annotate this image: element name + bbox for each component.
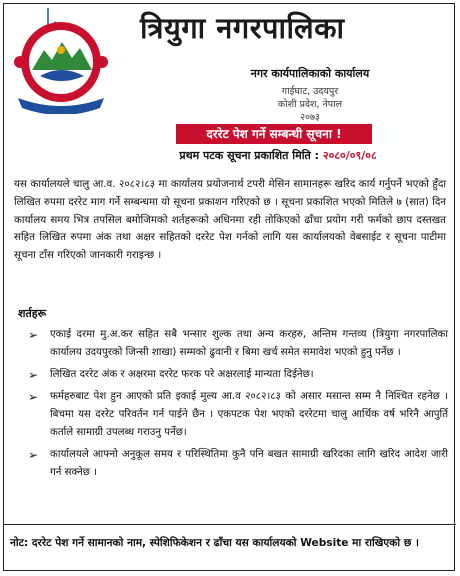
condition-text: एकाई दरमा मु.अ.कर सहित सबै भन्सार शुल्क तथा अन्य करहरु, अन्तिम गन्तव्य (त्रियुगा नगरपालिका कार्यालय उदयपुरको जिन्सी शाखा) सम्मको ढुवानी र बिमा खर्च समेत समावेश भएको हुनु पर्नेछ । <box>50 329 448 358</box>
condition-item <box>14 446 448 482</box>
condition-text: लिखित दररेट अंक र अक्षरमा दररेट फरक परे अक्षरलाई मान्यता दिईनेछ। <box>50 369 314 380</box>
address-line-2: कोशी प्रदेश, नेपाल <box>277 99 343 110</box>
municipality-emblem-icon <box>10 6 112 114</box>
notice-body: यस कार्यालयले चालु आ.व. २०८२।८३ मा कार्यालय प्रयोजनार्थ टपरी मेसिन सामानहरू खरिद कार्य गर्नुपर्ने भएको हुँदा लिखित रुपमा दररेट माग गर्ने सम्बन्धमा यो सूचना प्रकाशन गरिएको छ । सूचना प्रकाशित भएको मितिले ७ (सात) दिन कार्यालय समय भित्र तपसिल बमोजिमको शर्तहरूको अधिनमा रही तोकिएको ढाँचा प्रयोग गरी फर्मको छाप दस्तखत सहित लिखित रुपमा अंक तथा अक्षर सहितको दररेट पेश गर्नको लागि यस कार्यालयको वेबसाईट र सूचना पाटीमा सूचना टाँस गरिएको जानकारी गराइन्छ । <box>14 178 446 262</box>
page-title: त्रियुगा नगरपालिका <box>140 11 345 45</box>
condition-item <box>14 326 448 362</box>
conditions-list <box>14 326 448 486</box>
arrow-bullet-icon: ➢ <box>28 368 39 382</box>
first-published-label: प्रथम पटक सूचना प्रकाशित मिति : <box>179 149 320 162</box>
conditions-heading: शर्तहरू <box>18 307 47 320</box>
notice-banner: दररेट पेश गर्ने सम्बन्धी सूचना ! <box>176 124 372 144</box>
condition-item <box>14 388 448 442</box>
address-line-1: गाईघाट, उदयपुर <box>281 86 339 97</box>
arrow-bullet-icon: ➢ <box>28 448 39 462</box>
office-name: नगर कार्यपालिकाको कार्यालय <box>250 67 370 80</box>
established-year: २०७३ <box>300 112 320 123</box>
arrow-bullet-icon: ➢ <box>28 390 39 404</box>
website-note: नोट: दररेट पेश गर्ने सामानको नाम, स्पेशिफिकेशन र ढाँचा यस कार्यालयको Website मा राखिएको छ । <box>4 524 456 553</box>
condition-text: कार्यालयले आफ्नो अनुकूल समय र परिस्थितिमा कुनै पनि बखत सामाग्री खरिदका लागि खरिद आदेश जारी गर्न सक्नेछ । <box>50 449 448 478</box>
condition-item <box>14 366 448 384</box>
first-published-line <box>128 148 428 163</box>
arrow-bullet-icon: ➢ <box>28 328 39 342</box>
condition-text: फर्महरुबाट पेश हुन आएको प्रति इकाई मुल्य आ.व २०८२।८३ को असार मसान्त सम्म नै निश्चित रहनेछ । बिचमा यस दररेट परिवर्तन गर्न पाईने छैन । एकपटक पेश भएको दररेटमा चालु आर्थिक वर्ष भरिनै आपुर्ति कर्ताले सामाग्री उपलब्ध गराउनु पर्नेछ। <box>50 391 448 438</box>
first-published-date: २०८०/०९/०८ <box>322 149 377 162</box>
